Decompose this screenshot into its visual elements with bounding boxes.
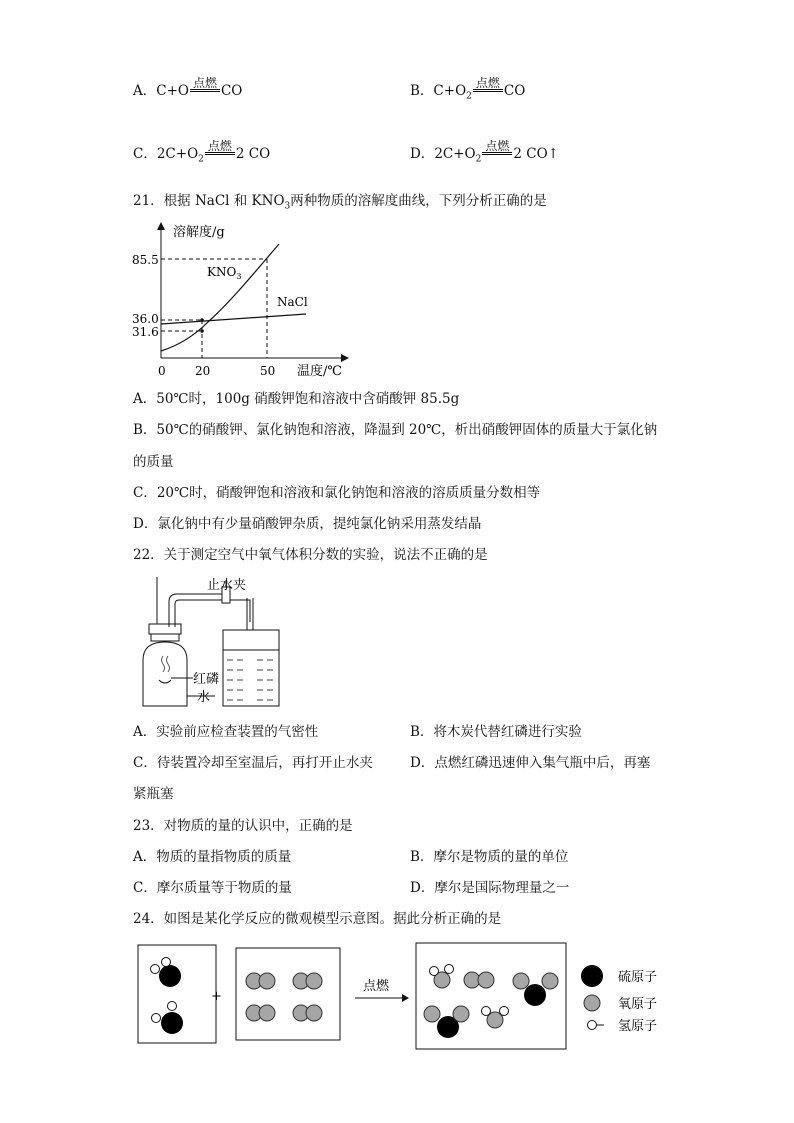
equation-lhs: C+O bbox=[433, 83, 467, 99]
q21-option-a: A．50℃时，100g 硝酸钾饱和溶液中含硝酸钾 85.5g bbox=[133, 391, 460, 407]
phosphorus-label: 红磷 bbox=[193, 672, 220, 687]
apparatus-diagram bbox=[135, 572, 295, 712]
reaction-condition: 点燃 bbox=[485, 138, 510, 153]
solubility-chart bbox=[132, 218, 360, 383]
plus-sign: + bbox=[211, 989, 222, 1004]
subscript: 2 bbox=[475, 154, 482, 165]
reaction-condition: 点燃 bbox=[475, 75, 500, 90]
equation-lhs: 2C+O bbox=[156, 146, 199, 162]
q21-option-d: D．氯化钠中有少量硝酸钾杂质，提纯氯化钠采用蒸发结晶 bbox=[133, 516, 482, 532]
equation-rhs: 2 CO bbox=[235, 146, 271, 162]
nacl-curve bbox=[161, 314, 306, 324]
subscript: 2 bbox=[198, 154, 204, 165]
y-axis-label: 溶解度/g bbox=[173, 225, 225, 240]
x-tick-50: 50 bbox=[260, 364, 276, 378]
water-label: 水 bbox=[197, 690, 211, 705]
q20-option-b bbox=[410, 75, 526, 106]
sulfur-legend-label: 硫原子 bbox=[618, 970, 658, 985]
y-tick-85-5: 85.5 bbox=[132, 253, 159, 267]
stem-text: 21．根据 NaCl 和 KNO bbox=[133, 193, 285, 209]
subscript: 2 bbox=[466, 91, 472, 102]
reaction-condition: 点燃 bbox=[363, 979, 390, 994]
beaker bbox=[223, 630, 279, 706]
kno3-label: $KNO_3$ bbox=[207, 265, 242, 281]
q20-option-c bbox=[133, 138, 271, 169]
option-letter: C． bbox=[133, 146, 157, 162]
reaction-arrowhead bbox=[402, 994, 409, 1002]
oxygen-legend-icon bbox=[584, 995, 600, 1011]
option-letter: D． bbox=[410, 146, 435, 162]
equation-rhs: CO bbox=[503, 83, 526, 99]
equation-lhs: 2C+O bbox=[434, 146, 476, 162]
q21-stem bbox=[133, 192, 547, 216]
q21-option-b-cont: 的质量 bbox=[133, 454, 174, 470]
q23-option-b: B．摩尔是物质的量的单位 bbox=[410, 849, 569, 865]
reaction-condition: 点燃 bbox=[207, 138, 232, 153]
reactant-box-2 bbox=[236, 948, 340, 1040]
sulfur-legend-icon bbox=[581, 965, 603, 987]
x-tick-20: 20 bbox=[195, 364, 211, 378]
x-axis-label: 温度/℃ bbox=[297, 364, 342, 379]
reaction-condition: 点燃 bbox=[192, 75, 217, 90]
q23-option-c: C．摩尔质量等于物质的量 bbox=[133, 880, 292, 896]
q22-option-c: C．待装置冷却至室温后，再打开止水夹 bbox=[133, 755, 373, 771]
x-tick-0: 0 bbox=[158, 364, 166, 378]
stem-text: 两种物质的溶解度曲线，下列分析正确的是 bbox=[290, 193, 547, 209]
q22-stem: 22．关于测定空气中氧气体积分数的实验，说法不正确的是 bbox=[133, 547, 488, 563]
subscript: 3 bbox=[284, 201, 291, 212]
option-letter: B． bbox=[410, 83, 434, 99]
point-nacl-20 bbox=[200, 318, 204, 322]
q22-option-a: A．实验前应检查装置的气密性 bbox=[133, 724, 319, 740]
point-kno3-20 bbox=[200, 329, 204, 333]
hydrogen-legend-icon bbox=[588, 1021, 597, 1030]
q23-option-a: A．物质的量指物质的质量 bbox=[133, 849, 292, 865]
nacl-label: NaCl bbox=[277, 295, 308, 309]
q21-option-c: C．20℃时，硝酸钾饱和溶液和氯化钠饱和溶液的溶质质量分数相等 bbox=[133, 485, 541, 501]
stopper bbox=[149, 624, 181, 634]
oxygen-legend-label: 氧原子 bbox=[618, 997, 658, 1012]
gas-bottle bbox=[143, 642, 187, 706]
reaction-model-diagram bbox=[130, 938, 675, 1056]
bottle-neck bbox=[151, 634, 179, 641]
equation-rhs: CO bbox=[220, 83, 243, 99]
glass-tube bbox=[169, 594, 250, 622]
q20-option-a bbox=[133, 75, 243, 100]
clamp-label: 止水夹 bbox=[207, 578, 247, 593]
q22-option-d: D．点燃红磷迅速伸入集气瓶中后，再塞 bbox=[410, 755, 651, 771]
q23-option-d: D．摩尔是国际物理量之一 bbox=[410, 880, 570, 896]
q23-stem: 23．对物质的量的认识中，正确的是 bbox=[133, 818, 353, 834]
q22-option-b: B．将木炭代替红磷进行实验 bbox=[410, 724, 582, 740]
option-letter: A． bbox=[133, 83, 157, 99]
hydrogen-legend-label: 氢原子 bbox=[618, 1019, 658, 1034]
y-tick-31-6: 31.6 bbox=[132, 325, 159, 339]
q20-option-d bbox=[410, 138, 559, 169]
y-tick-36-0: 36.0 bbox=[132, 312, 159, 326]
q21-option-b: B．50℃的硝酸钾、氯化钠饱和溶液，降温到 20℃，析出硝酸钾固体的质量大于氯化钠 bbox=[133, 422, 658, 438]
q22-option-d-cont: 紧瓶塞 bbox=[133, 786, 174, 802]
q24-stem: 24．如图是某化学反应的微观模型示意图。据此分析正确的是 bbox=[133, 911, 502, 927]
kno3-curve bbox=[161, 244, 279, 351]
equation-lhs: C+O bbox=[156, 83, 189, 99]
equation-rhs: 2 CO↑ bbox=[513, 146, 559, 162]
glass-tube-inner bbox=[175, 600, 227, 607]
